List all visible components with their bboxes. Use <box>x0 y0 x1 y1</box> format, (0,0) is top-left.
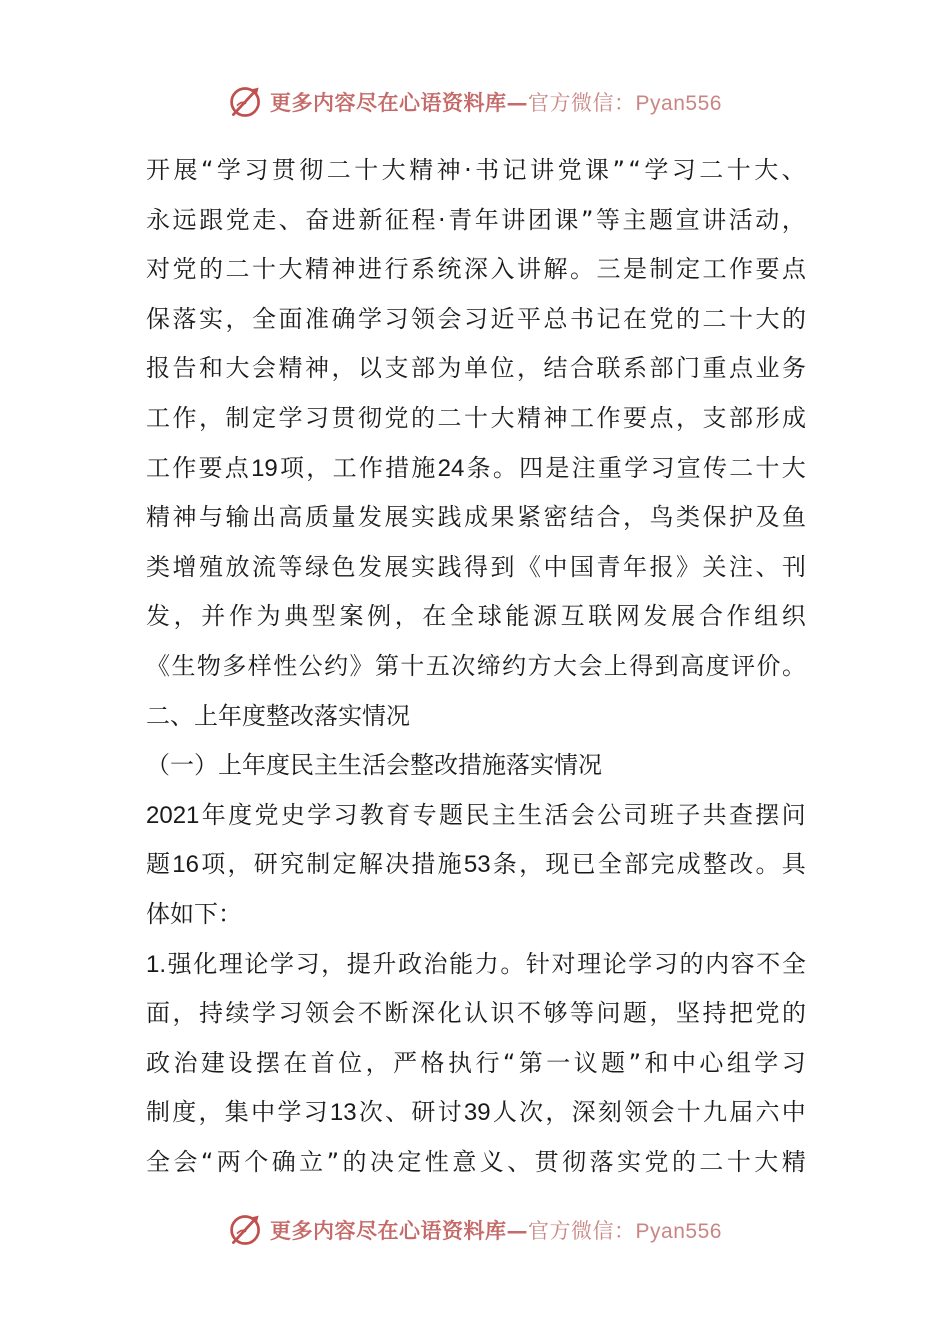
footer-banner-text <box>270 1215 722 1245</box>
text-line: 题 16 项 ， 研 究 制 定 解 决 措 施 53 条 ， 现 已 全 部 完 成 整 改 。 具 <box>146 850 806 879</box>
header-wechat-label: 官方微信： <box>528 91 636 115</box>
text-line: 类 增 殖 放 流 等 绿 色 发 展 实 践 得 到 《 中 国 青 年 报 》 关 注 、 刊 <box>146 552 806 581</box>
text-line: 发 ， 并 作 为 典 型 案 例 ， 在 全 球 能 源 互 联 网 发 展 合 作 组 织 <box>146 602 806 631</box>
pen-logo-icon <box>228 84 264 120</box>
header-banner-slogan: 更多内容尽在心语资料库— <box>270 90 529 115</box>
header-banner-text <box>270 87 722 117</box>
text-line: 工 作 要 点 19 项 ， 工 作 措 施 24 条 。 四 是 注 重 学 习 宣 传 二 十 大 <box>146 453 806 482</box>
header-banner <box>0 80 950 124</box>
text-line: 对 党 的 二 十 大 精 神 进 行 系 统 深 入 讲 解 。 三 是 制 定 工 作 要 点 <box>146 255 806 284</box>
document-body <box>146 146 806 1187</box>
text-line: 工 作 ， 制 定 学 习 贯 彻 党 的 二 十 大 精 神 工 作 要 点 ， 支 部 形 成 <box>146 403 806 432</box>
text-line: 全 会 “ 两 个 确 立 ” 的 决 定 性 意 义 、 贯 彻 落 实 党 的 二 十 大 精 <box>146 1147 806 1176</box>
text-line: 制 度 ， 集 中 学 习 13 次 、 研 讨 39 人 次 ， 深 刻 领 会 十 九 届 六 中 <box>146 1098 806 1127</box>
text-line: 报 告 和 大 会 精 神 ， 以 支 部 为 单 位 ， 结 合 联 系 部 门 重 点 业 务 <box>146 354 806 383</box>
text-line: 二 、 上 年 度 整 改 落 实 情 况 <box>146 701 410 730</box>
footer-wechat-label: 官方微信： <box>528 1219 636 1243</box>
text-line: 保 落 实 ， 全 面 准 确 学 习 领 会 习 近 平 总 书 记 在 党 的 二 十 大 的 <box>146 304 806 333</box>
text-line: 永 远 跟 党 走 、 奋 进 新 征 程 · 青 年 讲 团 课 ” 等 主 题 宣 讲 活 动 ， <box>146 205 806 234</box>
footer-wechat-id: Pyan556 <box>635 1220 722 1243</box>
footer-banner <box>0 1208 950 1252</box>
header-wechat-id: Pyan556 <box>635 92 722 115</box>
text-line: （ 一 ） 上 年 度 民 主 生 活 会 整 改 措 施 落 实 情 况 <box>146 751 602 780</box>
text-line: 开 展 “ 学 习 贯 彻 二 十 大 精 神 · 书 记 讲 党 课 ” “ 学 习 二 十 大 、 <box>146 156 806 184</box>
text-line: 1. 强 化 理 论 学 习 ， 提 升 政 治 能 力 。 针 对 理 论 学 习 的 内 容 不 全 <box>146 949 806 978</box>
text-line: 《 生 物 多 样 性 公 约 》 第 十 五 次 缔 约 方 大 会 上 得 到 高 度 评 价 。 <box>146 651 806 680</box>
text-line: 政 治 建 设 摆 在 首 位 ， 严 格 执 行 “ 第 一 议 题 ” 和 中 心 组 学 习 <box>146 1048 806 1077</box>
footer-banner-slogan: 更多内容尽在心语资料库— <box>270 1218 529 1243</box>
text-line: 精 神 与 输 出 高 质 量 发 展 实 践 成 果 紧 密 结 合 ， 鸟 类 保 护 及 鱼 <box>146 503 806 532</box>
text-line: 2021 年 度 党 史 学 习 教 育 专 题 民 主 生 活 会 公 司 班 子 共 查 摆 问 <box>146 800 806 829</box>
text-line: 体 如 下 ： <box>146 899 242 928</box>
pen-logo-icon <box>228 1212 264 1248</box>
text-line: 面 ， 持 续 学 习 领 会 不 断 深 化 认 识 不 够 等 问 题 ， 坚 持 把 党 的 <box>146 999 806 1028</box>
